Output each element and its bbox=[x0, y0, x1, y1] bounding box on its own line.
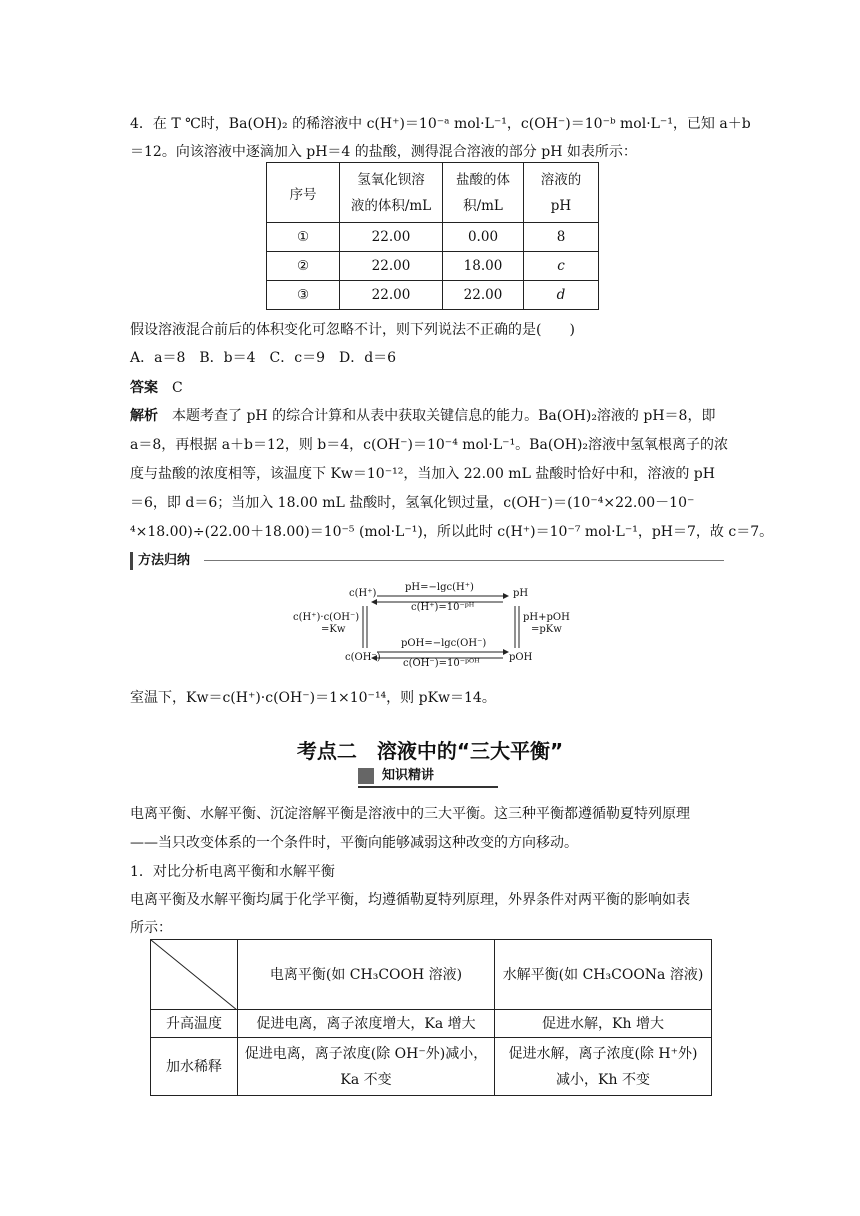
table-cell: 促进电离，离子浓度增大，Ka 增大 bbox=[238, 1010, 495, 1038]
diagram-poh: pOH bbox=[509, 652, 533, 663]
table-header-ph: 溶液的 pH bbox=[524, 163, 599, 223]
table-cell: 促进电离，离子浓度(除 OH⁻外)减小， Ka 不变 bbox=[238, 1038, 495, 1096]
analysis-label: 解析 bbox=[130, 408, 158, 424]
table-cell: d bbox=[524, 281, 599, 310]
diagram-ph: pH bbox=[513, 588, 529, 599]
table-row bbox=[151, 1038, 712, 1096]
method-label: 方法归纳 bbox=[138, 553, 191, 568]
table-cell: 22.00 bbox=[340, 252, 443, 281]
analysis-line-4: ＝6，即 d＝6；当加入 18.00 mL 盐酸时，氢氧化钡过量，c(OH⁻)＝(10⁻⁴×22.00－10⁻ bbox=[130, 495, 695, 511]
table-header-index: 序号 bbox=[267, 163, 340, 223]
question-line-2: ＝12。向该溶液中逐滴加入 pH＝4 的盐酸，测得混合溶液的部分 pH 如表所示： bbox=[130, 144, 637, 160]
table-row bbox=[151, 1010, 712, 1038]
diagram-bot-formula-2: c(OH⁻)=10⁻ᵖᴼᴴ bbox=[403, 658, 480, 669]
analysis-line-3: 度与盐酸的浓度相等，该温度下 Kw＝10⁻¹²，当加入 22.00 mL 盐酸时恰好中和，溶液的 pH bbox=[130, 466, 715, 482]
diagram-oh-conc: c(OH⁻) bbox=[345, 652, 381, 663]
table-cell: 22.00 bbox=[340, 223, 443, 252]
table-cell: ① bbox=[267, 223, 340, 252]
row-label: 升高温度 bbox=[151, 1010, 238, 1038]
knowledge-badge bbox=[358, 766, 498, 788]
table-cell: ② bbox=[267, 252, 340, 281]
answer-options: A．a＝8 B．b＝4 C．c＝9 D．d＝6 bbox=[130, 350, 397, 366]
diagram-left-formula: c(H⁺)·c(OH⁻) bbox=[293, 612, 360, 623]
method-note: 室温下，Kw＝c(H⁺)·c(OH⁻)＝1×10⁻¹⁴，则 pKw＝14。 bbox=[130, 690, 496, 706]
table-cell: 8 bbox=[524, 223, 599, 252]
table-header-hydrolysis: 水解平衡(如 CH₃COONa 溶液) bbox=[495, 940, 712, 1010]
row-label: 加水稀释 bbox=[151, 1038, 238, 1096]
diagram-bot-formula: pOH=−lgc(OH⁻) bbox=[401, 638, 487, 649]
question-line-1: 4．在 T ℃时，Ba(OH)₂ 的稀溶液中 c(H⁺)＝10⁻ᵃ mol·L⁻¹，c(OH⁻)＝10⁻ᵇ mol·L⁻¹，已知 a＋b bbox=[130, 116, 751, 132]
badge-label: 知识精讲 bbox=[382, 768, 435, 783]
table-cell: 18.00 bbox=[443, 252, 524, 281]
divider bbox=[204, 560, 724, 561]
intro-line-2: ——当只改变体系的一个条件时，平衡向能够减弱这种改变的方向移动。 bbox=[130, 835, 578, 851]
table-row bbox=[267, 223, 599, 252]
triangle-icon bbox=[358, 768, 374, 784]
table-cell: 促进水解，离子浓度(除 H⁺外) 减小，Kh 不变 bbox=[495, 1038, 712, 1096]
table-row bbox=[267, 252, 599, 281]
table-row bbox=[267, 281, 599, 310]
diagram-right-formula-2: =pKw bbox=[531, 624, 562, 635]
answer-label: 答案 bbox=[130, 380, 158, 396]
method-header bbox=[130, 552, 730, 570]
analysis-line-5: ⁴×18.00)÷(22.00＋18.00)＝10⁻⁵ (mol·L⁻¹)，所以此时 c(H⁺)＝10⁻⁷ mol·L⁻¹，pH＝7，故 c＝7。 bbox=[130, 524, 774, 540]
table-cell: 0.00 bbox=[443, 223, 524, 252]
analysis-line-2: a＝8，再根据 a＋b＝12，则 b＝4，c(OH⁻)＝10⁻⁴ mol·L⁻¹。Ba(OH)₂溶液中氢氧根离子的浓 bbox=[130, 437, 729, 453]
table-corner-cell bbox=[151, 940, 238, 1010]
method-bar bbox=[130, 552, 133, 570]
analysis-line-1 bbox=[130, 406, 715, 426]
diagram-right-formula: pH+pOH bbox=[523, 612, 570, 623]
sub1-line-2: 所示： bbox=[130, 920, 172, 936]
sub1-line-1: 电离平衡及水解平衡均属于化学平衡，均遵循勒夏特列原理，外界条件对两平衡的影响如表 bbox=[130, 892, 690, 908]
diagram-h-conc: c(H⁺) bbox=[349, 588, 377, 599]
question-line-3: 假设溶液混合前后的体积变化可忽略不计，则下列说法不正确的是( ) bbox=[130, 322, 575, 338]
section-title: 考点二 溶液中的“三大平衡” bbox=[296, 739, 564, 763]
answer-row bbox=[130, 378, 183, 398]
analysis-text: 本题考查了 pH 的综合计算和从表中获取关键信息的能力。Ba(OH)₂溶液的 pH＝8，即 bbox=[172, 408, 716, 424]
table-header-hcl-volume: 盐酸的体 积/mL bbox=[443, 163, 524, 223]
table-cell: c bbox=[524, 252, 599, 281]
table-header-baoh2-volume: 氢氧化钡溶 液的体积/mL bbox=[340, 163, 443, 223]
diagram-top-formula: pH=−lgc(H⁺) bbox=[405, 582, 474, 593]
ph-conversion-diagram bbox=[285, 578, 585, 670]
diagram-top-formula-2: c(H⁺)=10⁻ᵖᴴ bbox=[411, 602, 475, 613]
table-cell: ③ bbox=[267, 281, 340, 310]
table-cell: 22.00 bbox=[443, 281, 524, 310]
diagonal-line bbox=[151, 940, 237, 1010]
equilibrium-comparison-table bbox=[150, 939, 712, 1096]
subsection-heading: 1．对比分析电离平衡和水解平衡 bbox=[130, 864, 335, 880]
ph-data-table bbox=[266, 162, 599, 310]
table-cell: 促进水解，Kh 增大 bbox=[495, 1010, 712, 1038]
table-cell: 22.00 bbox=[340, 281, 443, 310]
diagram-left-formula-2: =Kw bbox=[321, 624, 346, 635]
answer-value: C bbox=[172, 380, 183, 396]
table-header-ionization: 电离平衡(如 CH₃COOH 溶液) bbox=[238, 940, 495, 1010]
intro-line-1: 电离平衡、水解平衡、沉淀溶解平衡是溶液中的三大平衡。这三种平衡都遵循勒夏特列原理 bbox=[130, 806, 690, 822]
